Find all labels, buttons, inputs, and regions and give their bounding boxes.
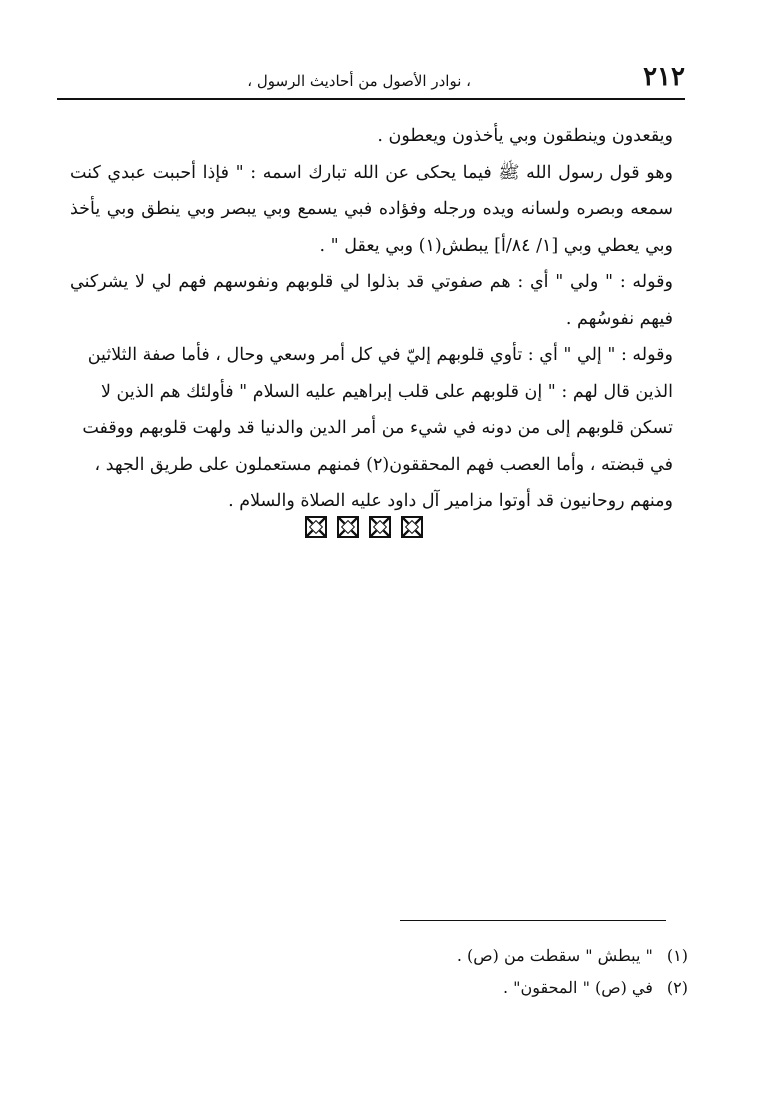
ornament-square-icon	[305, 516, 327, 538]
header-divider	[57, 98, 685, 100]
section-ornament	[305, 516, 423, 542]
footnote-number: (١)	[666, 946, 688, 965]
paragraph: وقوله : " إلي " أي : تأوي قلوبهم إليّ في كل أمر وسعي وحال ، فأما صفة الثلاثين الذين قال لهم : " إن قلوبهم على قلب إبراهيم عليه السلام " فأولئك هم الذين لا تسكن قلوبهم إلى من دونه في شيء من أمر الدين والدنيا قد ولهت قلوبهم ووقفت في قبضته ، وأما العصب فهم المحققون(٢) فمنهم مستعملون على طريق الجهد ، ومنهم روحانيون قد أوتوا مزامير آل داود عليه الصلاة والسلام .	[82, 345, 673, 511]
paragraph: ويقعدون وينطقون وبي يأخذون ويعطون .	[377, 126, 673, 146]
page-header	[57, 60, 685, 98]
footnote-divider	[400, 920, 666, 921]
footnote-number: (٢)	[666, 978, 688, 997]
footnote	[300, 972, 688, 1004]
paragraph: وهو قول رسول الله ﷺ فيما يحكى عن الله تبارك اسمه : " فإذا أحببت عبدي كنت سمعه وبصره ولسانه ويده ورجله وفؤاده فبي يسمع وبي يبصر وبي ينطق وبي يأخذ وبي يعطي وبي [١/ ٨٤/أ] يبطش(١) وبي يعقل " .	[70, 162, 673, 256]
footnote	[300, 940, 688, 972]
paragraph: وقوله : " ولي " أي : هم صفوتي قد بذلوا لي قلوبهم ونفوسهم فهم لي لا يشركني فيهم نفوسُهم .	[70, 272, 673, 329]
ornament-square-icon	[369, 516, 391, 538]
footnotes	[300, 940, 688, 1004]
ornament-square-icon	[401, 516, 423, 538]
ornament-square-icon	[337, 516, 359, 538]
footnote-text: في (ص) " المحقون" .	[502, 978, 653, 997]
running-title: ، نوادر الأصول من أحاديث الرسول ،	[247, 72, 471, 90]
page-number: ٢١٢	[643, 62, 685, 92]
footnote-text: " يبطش " سقطت من (ص) .	[456, 946, 653, 965]
main-text	[70, 118, 673, 520]
